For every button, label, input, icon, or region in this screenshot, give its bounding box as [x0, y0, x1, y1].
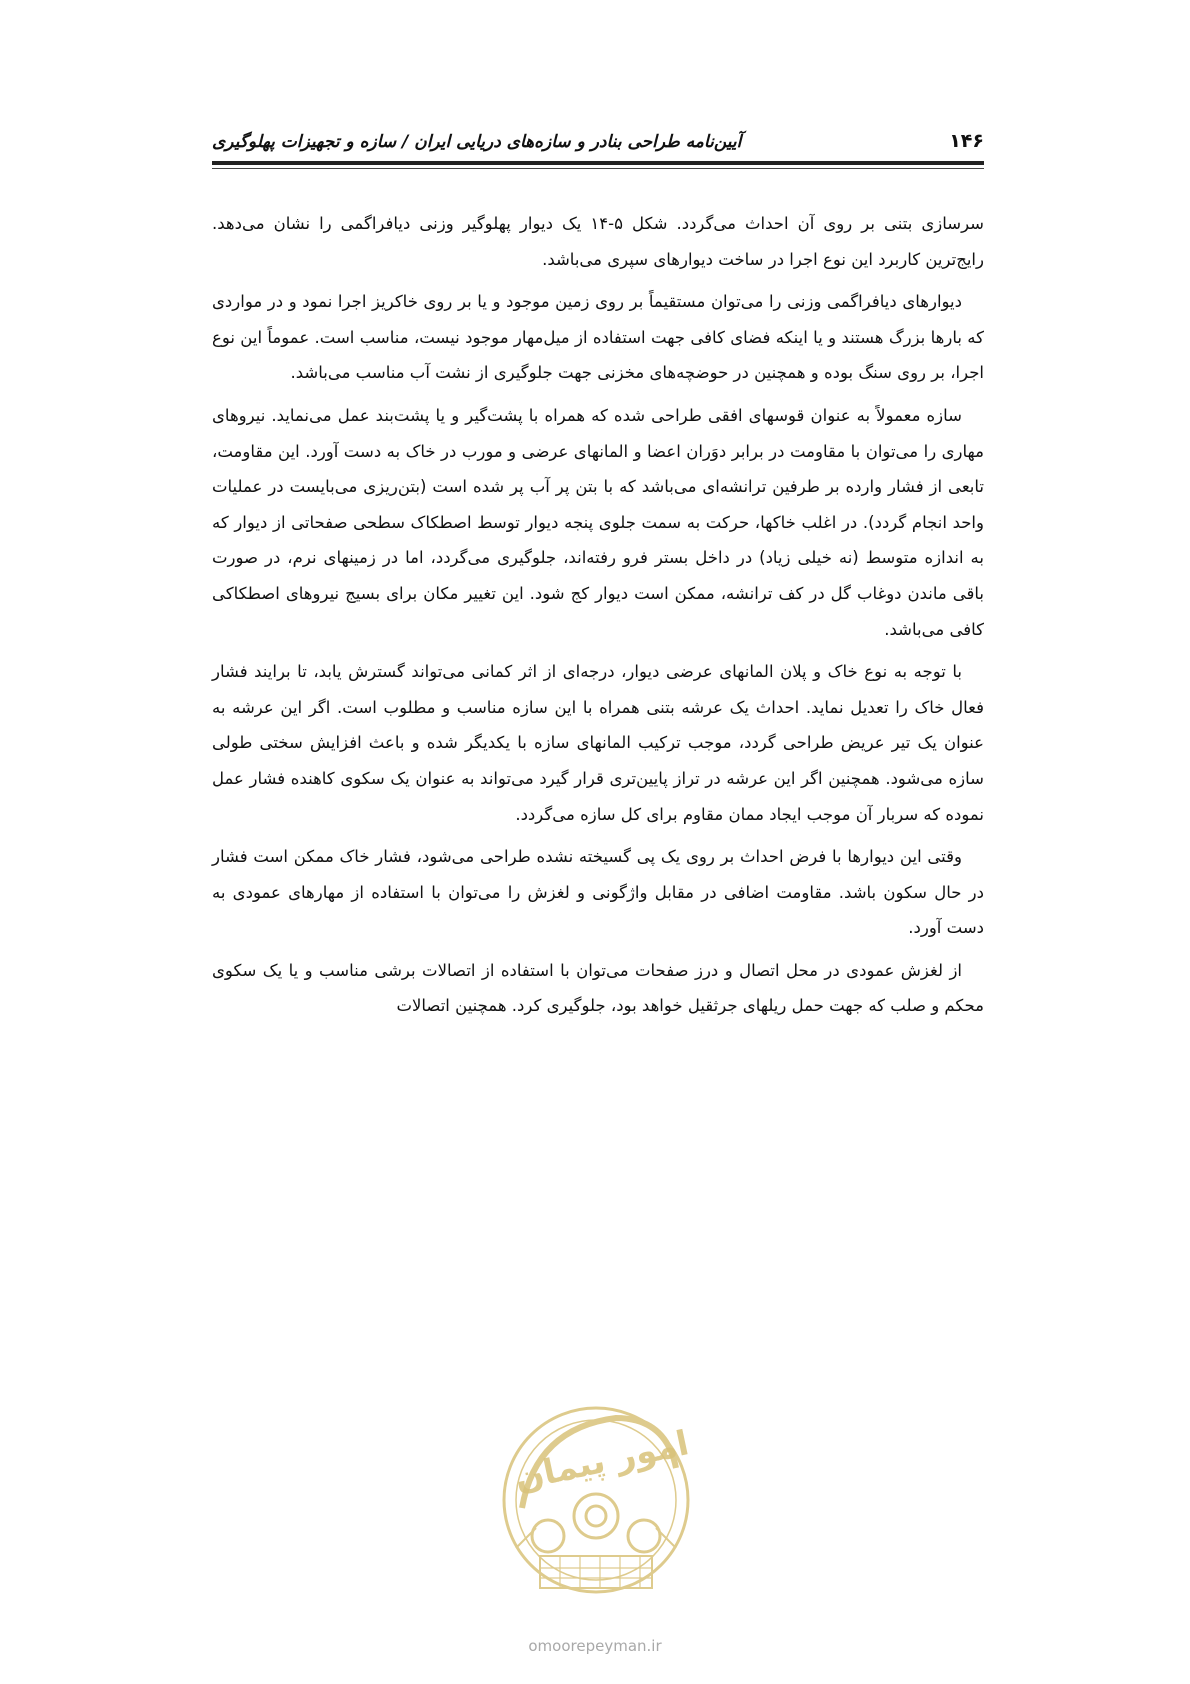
- watermark-logo-text: امور پیمان: [511, 1423, 693, 1500]
- watermark-url: omoorepeyman.ir: [528, 1637, 662, 1655]
- paragraph-2: دیوارهای دیافراگمی وزنی را می‌توان مستقیماً بر روی زمین موجود و یا بر روی خاکریز اجرا نمود و در مواردی که بارها بزرگ هستند و یا اینکه فضای کافی جهت استفاده از میل‌مهار موجود نیست، مناسب است. عموماً این نوع اجرا، بر روی سنگ بوده و همچنین در حوضچه‌های مخزنی جهت جلوگیری از نشت آب مناسب می‌باشد.: [212, 292, 984, 383]
- paragraph-5: وقتی این دیوارها با فرض احداث بر روی یک پی گسیخته نشده طراحی می‌شود، فشار خاک ممکن است فشار در حال سکون باشد. مقاومت اضافی در مقابل واژگونی و لغزش را می‌توان با استفاده از مهارهای عمودی به دست آورد.: [212, 847, 984, 938]
- paragraph-6: از لغزش عمودی در محل اتصال و درز صفحات می‌توان با استفاده از اتصالات برشی مناسب و یا یک سکوی محکم و صلب که جهت حمل ریلهای جرثقیل خواهد بود، جلوگیری کرد. همچنین اتصالات: [212, 960, 984, 1016]
- paragraph-1: سرسازی بتنی بر روی آن احداث می‌گردد. شکل ۵-۱۴ یک دیوار پهلوگیر وزنی دیافراگمی را نشان می‌دهد. رایج‌ترین کاربرد این نوع اجرا در ساخت دیوارهای سپری می‌باشد.: [212, 214, 984, 269]
- paragraph-4: با توجه به نوع خاک و پلان المانهای عرضی دیوار، درجه‌ای از اثر کمانی می‌تواند گسترش یابد، تا برایند فشار فعال خاک را تعدیل نماید. احداث یک عرشه بتنی همراه با این سازه مناسب و مطلوب است. اگر این عرشه به عنوان یک تیر عریض طراحی گردد، موجب ترکیب المانهای سازه با یکدیگر شده و باعث افزایش سختی طولی سازه می‌شود. همچنین اگر این عرشه در تراز پایین‌تری قرار گیرد می‌تواند به عنوان یک سکوی کاهنده فشار عمل نموده که سربار آن موجب ایجاد ممان مقاوم برای کل سازه می‌گردد.: [212, 662, 984, 824]
- paragraph-3: سازه معمولاً به عنوان قوسهای افقی طراحی شده که همراه با پشت‌گیر و یا پشت‌بند عمل می‌نماید. نیروهای مهاری را می‌توان با مقاومت در برابر دوَران اعضا و المانهای عرضی و مورب در خاک به دست آورد. این مقاومت، تابعی از فشار وارده بر طرفین ترانشه‌ای می‌باشد که با بتن پر آب پر شده است (بتن‌ریزی می‌بایست در عملیات واحد انجام گردد). در اغلب خاکها، حرکت به سمت جلوی پنجه دیوار توسط اصطکاک سطحی صفحاتی از دیوار که به اندازه متوسط (نه خیلی زیاد) در داخل بستر فرو رفته‌اند، جلوگیری می‌گردد، اما در زمینهای نرم، در صورت باقی ماندن دوغاب گل در کف ترانشه، ممکن است دیوار کج شود. این تغییر مکان برای بسیج نیروهای اصطکاکی کافی می‌باشد.: [212, 405, 984, 639]
- body-text: [212, 206, 984, 1031]
- page-number: ۱۴۶: [949, 130, 984, 152]
- header-rule-thick: [212, 161, 984, 165]
- watermark-logo: [476, 1388, 716, 1608]
- omoorepeyman-logo-icon: [476, 1388, 716, 1608]
- running-title: آیین‌نامه طراحی بنادر و سازه‌های دریایی ایران / سازه و تجهیزات پهلوگیری: [212, 132, 742, 152]
- header-rule-thin: [212, 168, 984, 169]
